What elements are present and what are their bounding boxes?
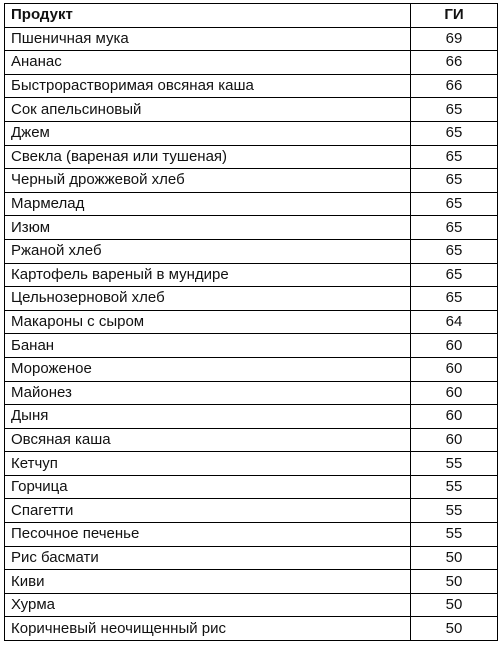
- product-cell: Коричневый неочищенный рис: [5, 617, 411, 641]
- gi-cell: 65: [411, 239, 498, 263]
- product-cell: Киви: [5, 570, 411, 594]
- product-cell: Кетчуп: [5, 452, 411, 476]
- gi-cell: 65: [411, 169, 498, 193]
- product-cell: Майонез: [5, 381, 411, 405]
- gi-cell: 50: [411, 593, 498, 617]
- gi-cell: 60: [411, 381, 498, 405]
- product-cell: Цельнозерновой хлеб: [5, 287, 411, 311]
- product-cell: Хурма: [5, 593, 411, 617]
- product-cell: Рис басмати: [5, 546, 411, 570]
- gi-cell: 65: [411, 216, 498, 240]
- table-row: [5, 121, 498, 145]
- gi-cell: 50: [411, 546, 498, 570]
- product-cell: Пшеничная мука: [5, 27, 411, 51]
- product-cell: Спагетти: [5, 499, 411, 523]
- product-cell: Дыня: [5, 405, 411, 429]
- gi-cell: 66: [411, 51, 498, 75]
- table-row: [5, 51, 498, 75]
- gi-cell: 65: [411, 145, 498, 169]
- gi-cell: 69: [411, 27, 498, 51]
- gi-cell: 55: [411, 452, 498, 476]
- gi-cell: 50: [411, 617, 498, 641]
- table-row: [5, 192, 498, 216]
- product-cell: Джем: [5, 121, 411, 145]
- gi-cell: 65: [411, 121, 498, 145]
- table-row: [5, 381, 498, 405]
- gi-cell: 55: [411, 475, 498, 499]
- product-cell: Мармелад: [5, 192, 411, 216]
- gi-cell: 60: [411, 405, 498, 429]
- product-cell: Черный дрожжевой хлеб: [5, 169, 411, 193]
- table-row: [5, 570, 498, 594]
- gi-cell: 65: [411, 192, 498, 216]
- product-cell: Горчица: [5, 475, 411, 499]
- gi-cell: 64: [411, 310, 498, 334]
- product-cell: Песочное печенье: [5, 523, 411, 547]
- table-row: [5, 239, 498, 263]
- table-row: [5, 428, 498, 452]
- product-cell: Изюм: [5, 216, 411, 240]
- product-cell: Ананас: [5, 51, 411, 75]
- product-cell: Сок апельсиновый: [5, 98, 411, 122]
- table-body: [5, 27, 498, 640]
- table-row: [5, 405, 498, 429]
- table-row: [5, 310, 498, 334]
- table-header-row: [5, 4, 498, 28]
- gi-cell: 60: [411, 357, 498, 381]
- gi-cell: 55: [411, 499, 498, 523]
- gi-cell: 55: [411, 523, 498, 547]
- table-row: [5, 74, 498, 98]
- gi-cell: 65: [411, 287, 498, 311]
- gi-cell: 66: [411, 74, 498, 98]
- gi-cell: 60: [411, 428, 498, 452]
- table-row: [5, 98, 498, 122]
- table-row: [5, 145, 498, 169]
- table-row: [5, 27, 498, 51]
- gi-cell: 65: [411, 98, 498, 122]
- table-row: [5, 287, 498, 311]
- table-row: [5, 475, 498, 499]
- product-cell: Ржаной хлеб: [5, 239, 411, 263]
- table-row: [5, 523, 498, 547]
- product-cell: Быстрорастворимая овсяная каша: [5, 74, 411, 98]
- table-row: [5, 263, 498, 287]
- table-row: [5, 617, 498, 641]
- table-row: [5, 593, 498, 617]
- gi-cell: 60: [411, 334, 498, 358]
- product-cell: Свекла (вареная или тушеная): [5, 145, 411, 169]
- product-cell: Овсяная каша: [5, 428, 411, 452]
- product-cell: Банан: [5, 334, 411, 358]
- table-row: [5, 357, 498, 381]
- table-row: [5, 499, 498, 523]
- gi-cell: 50: [411, 570, 498, 594]
- product-cell: Картофель вареный в мундире: [5, 263, 411, 287]
- table-row: [5, 169, 498, 193]
- product-cell: Макароны с сыром: [5, 310, 411, 334]
- gi-cell: 65: [411, 263, 498, 287]
- table-row: [5, 546, 498, 570]
- table-row: [5, 216, 498, 240]
- glycemic-index-table: [4, 3, 498, 641]
- table-row: [5, 334, 498, 358]
- table-row: [5, 452, 498, 476]
- product-cell: Мороженое: [5, 357, 411, 381]
- header-product: Продукт: [5, 4, 411, 28]
- header-gi: ГИ: [411, 4, 498, 28]
